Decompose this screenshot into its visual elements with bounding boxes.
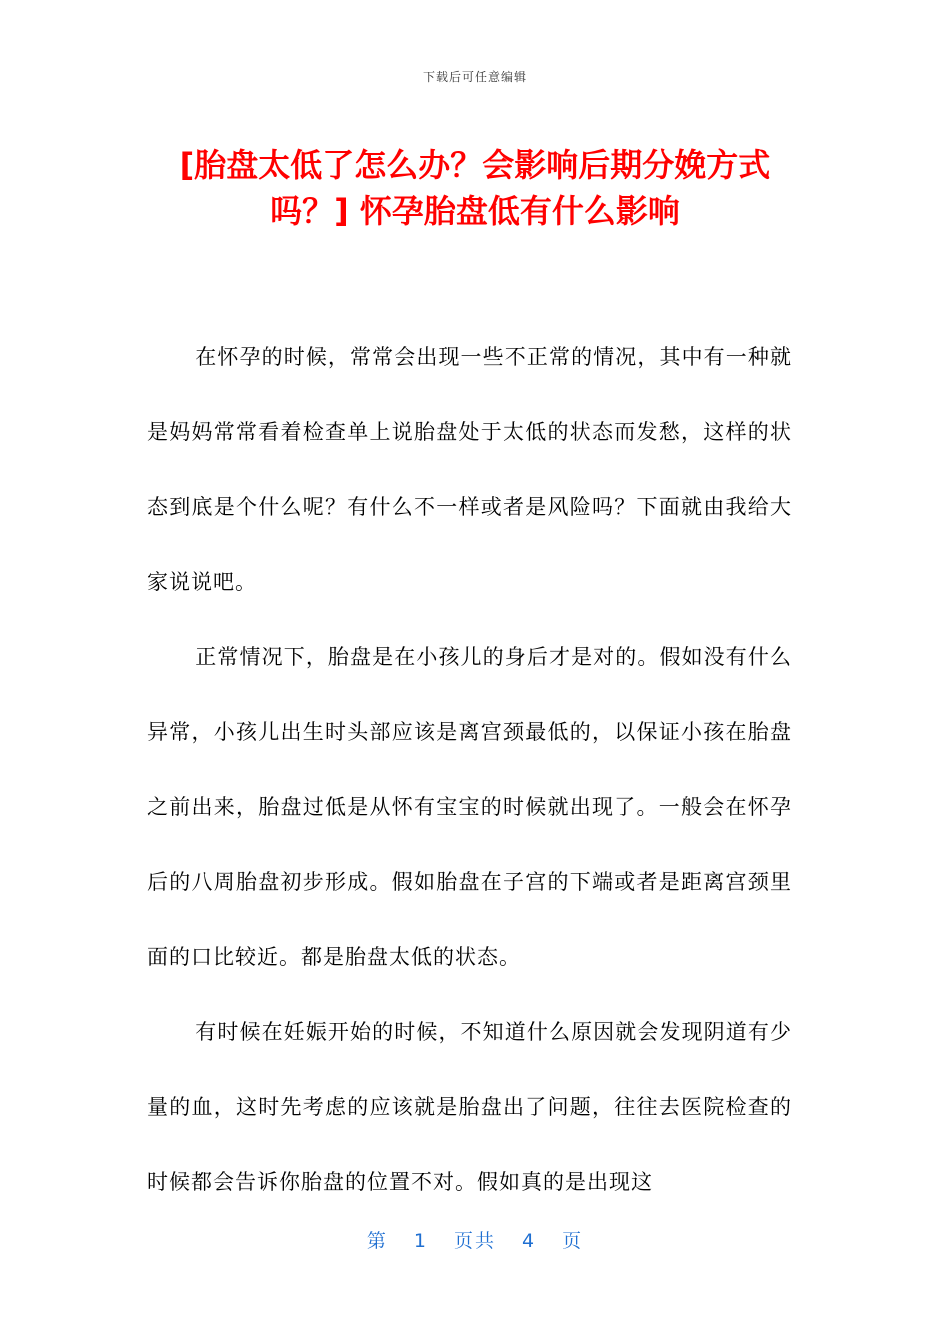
document-title: [胎盘太低了怎么办？会影响后期分娩方式吗？] 怀孕胎盘低有什么影响 [179,146,771,230]
paragraph: 在怀孕的时候，常常会出现一些不正常的情况，其中有一种就是妈妈常常看着检查单上说胎盘处于太低的状态而发愁，这样的状态到底是个什么呢？有什么不一样或者是风险吗？下面就由我给大家说说吧。 [147,345,792,594]
page-prefix: 第 [366,1230,388,1252]
page-middle: 页共 [453,1230,496,1252]
paragraph: 有时候在妊娠开始的时候，不知道什么原因就会发现阴道有少量的血，这时先考虑的应该就是胎盘出了问题，往往去医院检查的时候都会告诉你胎盘的位置不对。假如真的是出现这 [147,1020,792,1194]
page-footer [0,1226,950,1253]
page-suffix: 页 [562,1230,584,1252]
header-note: 下载后可任意编辑 [422,70,527,84]
current-page-number: 1 [413,1230,428,1252]
total-pages-number: 4 [522,1230,537,1252]
document-body [147,320,792,1220]
paragraph: 正常情况下，胎盘是在小孩儿的身后才是对的。假如没有什么异常，小孩儿出生时头部应该是离宫颈最低的，以保证小孩在胎盘之前出来，胎盘过低是从怀有宝宝的时候就出现了。一般会在怀孕后的八周胎盘初步形成。假如胎盘在子宫的下端或者是距离宫颈里面的口比较近。都是胎盘太低的状态。 [147,645,792,969]
